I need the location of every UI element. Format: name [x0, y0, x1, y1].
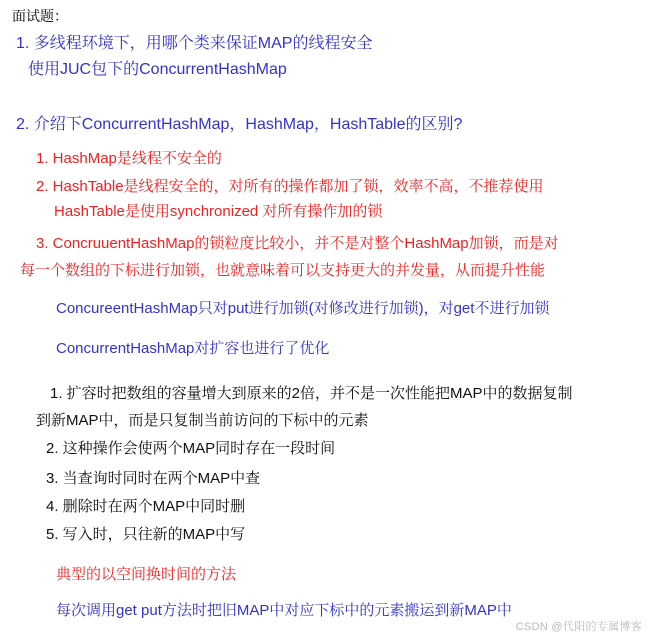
text-line-step-1: 1. 扩容时把数组的容量增大到原来的2倍，并不是一次性能把MAP中的数据复制: [50, 385, 573, 402]
text-line-a2-1: 1. HashMap是线程不安全的: [36, 150, 222, 167]
text-line-a2-2: 2. HashTable是线程安全的，对所有的操作都加了锁，效率不高，不推荐使用: [36, 178, 544, 195]
text-line-q1: 1. 多线程环境下，用哪个类来保证MAP的线程安全: [16, 35, 373, 52]
text-line-q2: 2. 介绍下ConcurrentHashMap，HashMap，HashTable的区别?: [16, 116, 463, 133]
text-line-a2-2b: HashTable是使用synchronized 对所有操作加的锁: [54, 203, 383, 220]
watermark: CSDN @代阳的专属博客: [515, 621, 642, 633]
text-line-concl-2: 每次调用get put方法时把旧MAP中对应下标中的元素搬运到新MAP中: [56, 602, 512, 619]
text-line-a2-3b: 每一个数组的下标进行加锁，也就意味着可以支持更大的并发量，从而提升性能: [20, 262, 546, 279]
text-line-note-1: ConcureentHashMap只对put进行加锁(对修改进行加锁)，对get不进行加锁: [56, 300, 550, 317]
text-line-step-1b: 到新MAP中，而是只复制当前访问的下标中的元素: [36, 412, 369, 429]
page-title: 面试题：: [12, 8, 68, 24]
text-line-note-2: ConcurrentHashMap对扩容也进行了优化: [56, 340, 330, 357]
text-line-q1-answer: 使用JUC包下的ConcurrentHashMap: [28, 61, 287, 78]
text-line-step-4: 4. 删除时在两个MAP中同时删: [46, 498, 246, 515]
text-line-step-2: 2. 这种操作会使两个MAP同时存在一段时间: [46, 440, 336, 457]
text-line-step-5: 5. 写入时，只往新的MAP中写: [46, 526, 246, 543]
text-line-step-3: 3. 当查询时同时在两个MAP中查: [46, 470, 261, 487]
text-line-a2-3: 3. ConcruuentHashMap的锁粒度比较小，并不是对整个HashMap加锁，而是对: [36, 235, 559, 252]
text-line-concl-1: 典型的以空间换时间的方法: [56, 566, 237, 583]
